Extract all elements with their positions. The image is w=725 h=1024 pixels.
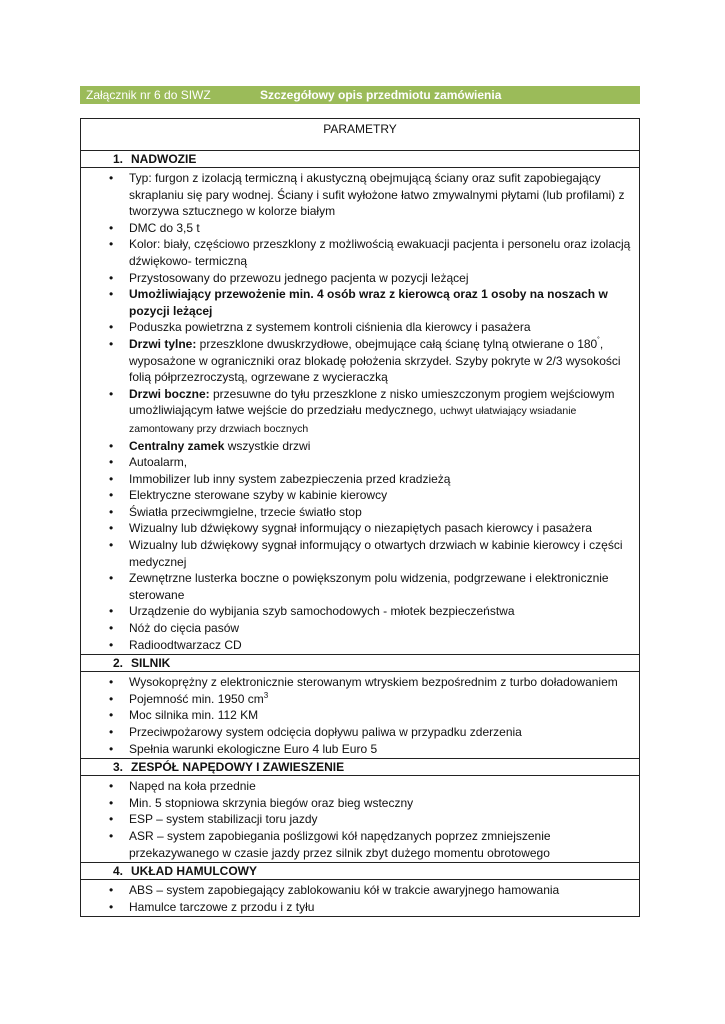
requirement-text: uchwyt ułatwiający wsiadanie zamontowany przy drzwiach bocznych xyxy=(129,405,577,435)
requirement-item xyxy=(81,386,631,438)
requirement-text: Nóż do cięcia pasów xyxy=(129,621,240,636)
requirement-text: Drzwi tylne: xyxy=(129,336,197,351)
requirement-item xyxy=(81,336,631,386)
requirement-text: Typ: furgon z izolacją termiczną i akustyczną obejmującą ściany oraz sufit zapobiegający skraplaniu się pary wodnej. Ściany i sufit wyłożone łatwo zmywalnymi płytami (lub profilami) z tworzywa sztucznego w kolorze białym xyxy=(129,171,625,219)
section-header-row xyxy=(81,759,640,776)
requirement-text: Centralny zamek xyxy=(129,438,225,453)
parameters-heading: PARAMETRY xyxy=(81,119,640,151)
section-body xyxy=(81,776,640,863)
requirement-item xyxy=(81,570,631,603)
requirement-text: Drzwi boczne: xyxy=(129,386,210,401)
requirement-item xyxy=(81,270,631,287)
requirement-text: Radioodtwarzacz CD xyxy=(129,637,242,652)
requirement-text: ASR – system zapobiegania poślizgowi kół napędzanych poprzez zmniejszenie przekazywanego w czasie jazdy przez silnik zbyt dużego momentu obrotowego xyxy=(129,828,551,860)
requirement-item xyxy=(81,504,631,521)
requirement-text: Immobilizer lub inny system zabezpieczenia przed kradzieżą xyxy=(129,471,451,486)
requirement-item xyxy=(81,286,631,319)
section-header xyxy=(81,863,640,880)
section-body-row xyxy=(81,880,640,917)
requirement-text: ABS – system zapobiegający zablokowaniu kół w trakcie awaryjnego hamowania xyxy=(129,883,560,898)
requirement-text: DMC do 3,5 t xyxy=(129,220,200,235)
parameters-header-row xyxy=(81,119,640,151)
requirement-text: Moc silnika min. 112 KM xyxy=(129,708,259,723)
section-header-row xyxy=(81,151,640,168)
requirement-item xyxy=(81,520,631,537)
requirement-item xyxy=(81,637,631,654)
requirement-text: przesuwne do tyłu przeszklone z nisko umieszczonym progiem wejściowym umożliwiającym łatwe wejście do przedziału medycznego, xyxy=(129,386,615,418)
requirement-item xyxy=(81,220,631,237)
requirement-text: wszystkie drzwi xyxy=(224,438,311,453)
requirement-item xyxy=(81,691,631,708)
section-body-row xyxy=(81,168,640,655)
section-header xyxy=(81,151,640,168)
section-title: SILNIK xyxy=(131,656,171,671)
section-title: UKŁAD HAMULCOWY xyxy=(131,864,257,879)
requirement-text: Umożliwiający przewożenie min. 4 osób wraz z kierowcą oraz 1 osoby na noszach w pozycji leżącej xyxy=(129,287,608,318)
section-body xyxy=(81,168,640,655)
requirement-text: Urządzenie do wybijania szyb samochodowych - młotek bezpieczeństwa xyxy=(129,604,515,619)
requirements-list xyxy=(81,672,639,758)
section-header xyxy=(81,655,640,672)
section-title: ZESPÓŁ NAPĘDOWY I ZAWIESZENIE xyxy=(131,760,345,775)
requirement-text: 3 xyxy=(263,690,269,700)
requirement-item xyxy=(81,778,631,795)
requirement-item xyxy=(81,674,631,691)
requirement-text: Wizualny lub dźwiękowy sygnał informujący o otwartych drzwiach w kabinie kierowcy i części medycznej xyxy=(129,538,623,569)
requirement-item xyxy=(81,899,631,916)
requirement-item xyxy=(81,487,631,504)
section-number: 2. xyxy=(112,656,123,671)
section-body xyxy=(81,880,640,917)
requirement-text: Wysokoprężny z elektronicznie sterowanym wtryskiem bezpośrednim z turbo doładowaniem xyxy=(129,675,618,690)
requirement-text: Pojemność min. 1950 cm xyxy=(129,691,264,706)
document-title: Szczegółowy opis przedmiotu zamówienia xyxy=(260,88,502,102)
requirement-item xyxy=(81,603,631,620)
requirement-text: Hamulce tarczowe z przodu i z tyłu xyxy=(129,899,315,914)
requirement-text: Min. 5 stopniowa skrzynia biegów oraz bieg wsteczny xyxy=(129,795,414,810)
requirement-item xyxy=(81,236,631,269)
requirement-text: ESP – system stabilizacji toru jazdy xyxy=(129,812,318,827)
requirements-list xyxy=(81,880,639,916)
requirements-list xyxy=(81,776,639,862)
requirement-text: Przystosowany do przewozu jednego pacjenta w pozycji leżącej xyxy=(129,270,469,285)
section-header xyxy=(81,759,640,776)
parameters-table xyxy=(80,118,640,917)
section-body-row xyxy=(81,672,640,759)
requirement-text: Zewnętrzne lusterka boczne o powiększonym polu widzenia, podgrzewane i elektronicznie sterowane xyxy=(129,571,609,602)
requirement-item xyxy=(81,707,631,724)
requirement-text: Autoalarm, xyxy=(129,455,188,470)
requirement-item xyxy=(81,454,631,471)
attachment-number: Załącznik nr 6 do SIWZ xyxy=(86,88,211,102)
requirement-item xyxy=(81,537,631,570)
requirement-text: Wizualny lub dźwiękowy sygnał informujący o niezapiętych pasach kierowcy i pasażera xyxy=(129,521,592,536)
requirement-item xyxy=(81,319,631,336)
requirement-item xyxy=(81,620,631,637)
section-body xyxy=(81,672,640,759)
requirement-item xyxy=(81,795,631,812)
requirement-text: Napęd na koła przednie xyxy=(129,779,256,794)
requirement-text: Przeciwpożarowy system odcięcia dopływu paliwa w przypadku zderzenia xyxy=(129,725,522,739)
attachment-header-bar xyxy=(80,86,640,104)
requirement-item xyxy=(81,724,631,741)
requirement-text: Kolor: biały, częściowo przeszklony z możliwością ewakuacji pacjenta i personelu oraz izolacją dźwiękowo- termiczną xyxy=(129,237,631,268)
section-header-row xyxy=(81,655,640,672)
requirement-text: Spełnia warunki ekologiczne Euro 4 lub Euro 5 xyxy=(129,741,378,756)
requirement-text: Poduszka powietrzna z systemem kontroli ciśnienia dla kierowcy i pasażera xyxy=(129,320,531,335)
requirements-list xyxy=(81,168,639,654)
requirement-text: Elektryczne sterowane szyby w kabinie kierowcy xyxy=(129,488,388,503)
section-title: NADWOZIE xyxy=(131,152,197,166)
section-number: 4. xyxy=(112,864,123,879)
requirement-item xyxy=(81,741,631,758)
section-body-row xyxy=(81,776,640,863)
requirement-item xyxy=(81,438,631,455)
requirement-text: przeszklone dwuskrzydłowe, obejmujące całą ścianę tylną otwierane o 180 xyxy=(196,336,598,351)
requirement-text: , wyposażone w ograniczniki oraz blokadę położenia skrzydeł. Szyby pokryte w 2/3 wysokości folią półprzezroczystą, ogrzewane z wycieraczką xyxy=(129,336,621,385)
section-number: 3. xyxy=(112,760,123,775)
requirement-text: Światła przeciwmgielne, trzecie światło stop xyxy=(129,504,362,519)
requirement-item xyxy=(81,828,631,861)
requirement-item xyxy=(81,170,631,220)
requirement-item xyxy=(81,882,631,899)
requirement-item xyxy=(81,471,631,488)
section-header-row xyxy=(81,863,640,880)
section-number: 1. xyxy=(112,152,123,166)
requirement-text: ˚ xyxy=(597,335,600,345)
requirement-item xyxy=(81,811,631,828)
